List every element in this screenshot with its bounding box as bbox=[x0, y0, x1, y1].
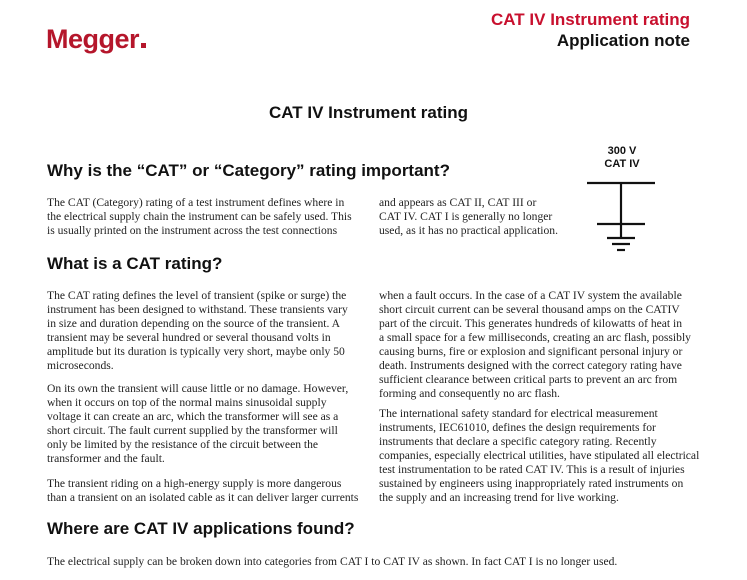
heading-where-cat-iv: Where are CAT IV applications found? bbox=[47, 519, 355, 538]
document-title: CAT IV Instrument rating bbox=[269, 103, 468, 122]
what-paragraph-1: The CAT rating defines the level of transient (spike or surge) the instrument has been designed to withstand. These transients vary in size and duration depending on the source of the transient. A transient may be several hundred or several thousand volts in amplitude but its duration is typically very short, maybe only 50 microseconds. bbox=[47, 289, 348, 372]
megger-logo: Megger bbox=[46, 24, 146, 55]
symbol-category-label: CAT IV bbox=[604, 158, 640, 170]
cat-iv-ground-symbol-icon bbox=[585, 178, 665, 258]
why-paragraph-col1: The CAT (Category) rating of a test instrument defines where in the electrical supply chain the instrument can be safely used. This is usually printed on the instrument across the test connections bbox=[47, 196, 352, 237]
what-paragraph-2: On its own the transient will cause little or no damage. However, when it occurs on top of the normal mains sinusoidal supply voltage it can create an arc, which the transformer will see as a short circuit. The fault current supplied by the transformer will only be limited by the resistance of the circuit between the transformer and the fault. bbox=[47, 382, 349, 465]
heading-why-cat-rating: Why is the “CAT” or “Category” rating important? bbox=[47, 161, 450, 180]
why-paragraph-col2: and appears as CAT II, CAT III or CAT IV. CAT I is generally no longer used, as it has no practical application. bbox=[379, 196, 559, 237]
header-subtitle: Application note bbox=[556, 31, 690, 50]
what-paragraph-3: The transient riding on a high-energy supply is more dangerous than a transient on an isolated cable as it can deliver larger currents bbox=[47, 477, 359, 504]
what-paragraph-4: when a fault occurs. In the case of a CAT IV system the available short circuit current can be several thousand amps on the CATIV part of the circuit. This generates hundreds of kilowatts of heat in a small space for a few milliseconds, creating an arc flash, possibly causing burns, fire or explosion and significant personal injury or death. Instruments designed with the correct category rating have sufficient clearance between critical parts to prevent an arc from forming and consequently no arc flash. bbox=[379, 289, 691, 400]
where-paragraph: The electrical supply can be broken down into categories from CAT I to CAT IV as shown. In fact CAT I is no longer used. bbox=[47, 555, 618, 568]
header-title: CAT IV Instrument rating bbox=[491, 10, 690, 29]
symbol-voltage-label: 300 V bbox=[607, 145, 637, 157]
what-paragraph-5: The international safety standard for electrical measurement instruments, IEC61010, defines the design requirements for instruments that declare a specific category rating. Recently companies, especially electrical utilities, have stipulated all electrical test instrumentation to be rated CAT IV. This is a result of injuries sustained by engineers using inappropriately rated instruments on the supply and an increasing trend for live working. bbox=[379, 407, 700, 504]
heading-what-is-cat-rating: What is a CAT rating? bbox=[47, 254, 223, 273]
